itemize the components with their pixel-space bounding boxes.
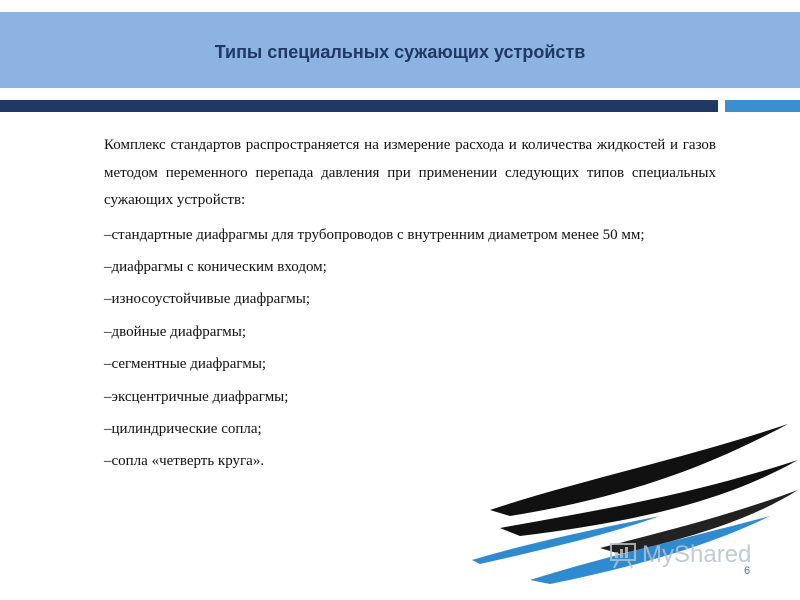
title-band — [0, 12, 800, 88]
list-item: –износоустойчивые диафрагмы; — [104, 291, 311, 308]
slide-title: Типы специальных сужающих устройств — [214, 41, 586, 62]
decorative-swoosh — [470, 420, 800, 600]
watermark-text: MyShared — [642, 541, 752, 568]
presentation-board-icon — [608, 540, 638, 570]
header-rule-dark — [0, 100, 718, 112]
watermark — [608, 540, 751, 570]
header-rule-light — [725, 100, 800, 112]
list-item: –стандартные диафрагмы для трубопроводов с внутренним диаметром менее 50 мм; — [104, 226, 645, 243]
list-item: –сегментные диафрагмы; — [104, 356, 267, 373]
list-item: –цилиндрические сопла; — [104, 420, 262, 437]
intro-paragraph: Комплекс стандартов распространяется на измерение расхода и количества жидкостей и газов методом переменного перепада давления при применении следующих типов специальных сужающих устройств: — [104, 137, 716, 208]
list-item: –двойные диафрагмы; — [104, 323, 247, 340]
page-number: 6 — [744, 565, 751, 577]
list-item: –диафрагмы с коническим входом; — [104, 258, 327, 275]
list-item: –сопла «четверть круга». — [104, 453, 265, 470]
list-item: –эксцентричные диафрагмы; — [104, 388, 289, 405]
